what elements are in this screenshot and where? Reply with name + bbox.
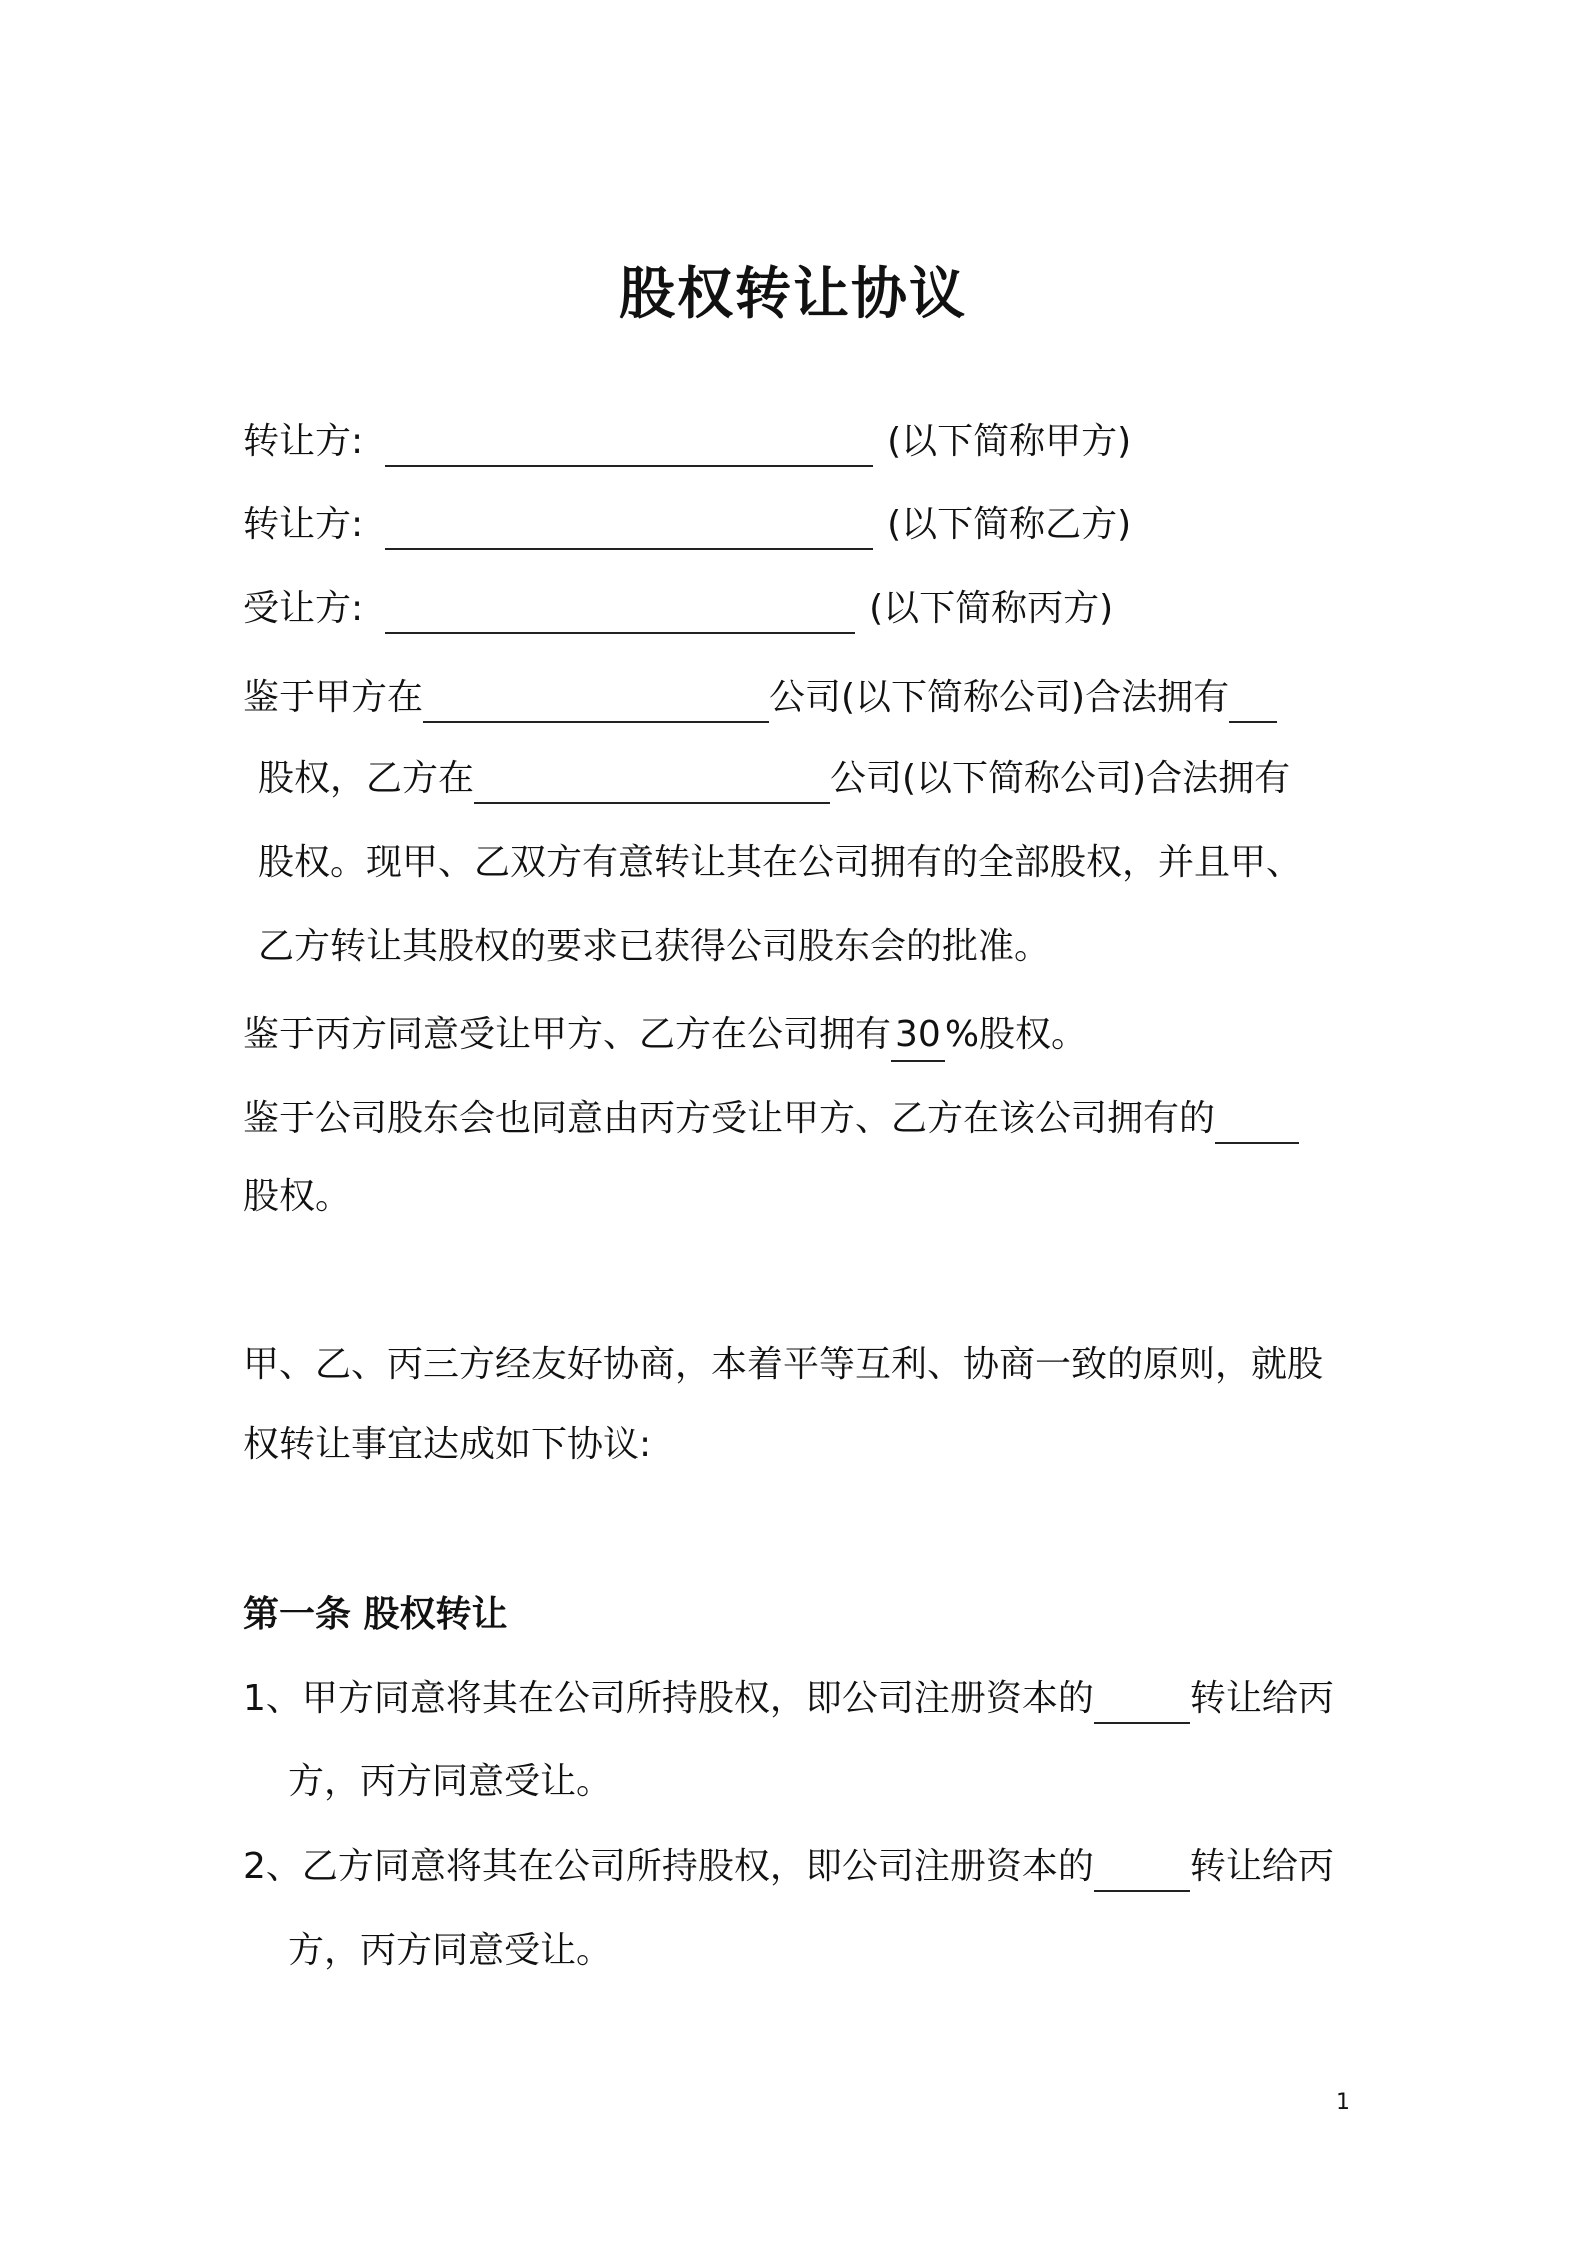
recital-text: 公司(以下简称公司)合法拥有 <box>830 758 1291 799</box>
recital-text: %股权。 <box>944 1014 1088 1055</box>
article-1-heading: 第一条 股权转让 <box>243 1594 508 1635</box>
party-name-blank[interactable] <box>385 588 855 634</box>
item-number: 1、 <box>243 1678 302 1719</box>
party-alias: (以下简称甲方) <box>887 421 1132 462</box>
preamble-line-1: 甲、乙、丙三方经友好协商，本着平等互利、协商一致的原则，就股 <box>243 1344 1324 1385</box>
party-label: 转让方: <box>243 504 364 545</box>
document-title: 股权转让协议 <box>619 262 967 327</box>
recital-3-line-2: 股权。 <box>243 1176 352 1217</box>
page-number: 1 <box>1336 2090 1350 2115</box>
recital-text: 股权，乙方在 <box>258 758 475 799</box>
recital-1-line-4: 乙方转让其股权的要求已获得公司股东会的批准。 <box>258 926 1051 967</box>
item-text: 转让给丙 <box>1189 1846 1334 1887</box>
item-text: 乙方同意将其在公司所持股权，即公司注册资本的 <box>301 1846 1094 1887</box>
item-number: 2、 <box>243 1846 302 1887</box>
article-1-item-1 <box>243 1674 1334 1724</box>
recital-text: 鉴于丙方同意受让甲方、乙方在公司拥有 <box>243 1014 892 1055</box>
article-1-item-2 <box>243 1842 1334 1892</box>
percentage-value[interactable]: 30 <box>891 1010 945 1062</box>
capital-ratio-blank[interactable] <box>1094 1678 1190 1724</box>
capital-ratio-blank[interactable] <box>1094 1846 1190 1892</box>
party-row-transferor-b <box>243 500 1131 550</box>
recital-2 <box>243 1010 1087 1062</box>
item-text: 甲方同意将其在公司所持股权，即公司注册资本的 <box>301 1678 1094 1719</box>
share-blank[interactable] <box>1229 677 1277 723</box>
party-label: 转让方: <box>243 421 364 462</box>
party-name-blank[interactable] <box>385 504 873 550</box>
item-text: 转让给丙 <box>1189 1678 1334 1719</box>
preamble-line-2: 权转让事宜达成如下协议: <box>243 1424 652 1465</box>
share-blank[interactable] <box>1215 1098 1299 1144</box>
company-name-blank[interactable] <box>474 758 830 804</box>
recital-text: 公司(以下简称公司)合法拥有 <box>769 677 1230 718</box>
recital-1-line-2 <box>258 754 1290 804</box>
article-1-item-2-cont: 方，丙方同意受让。 <box>288 1930 613 1971</box>
party-row-transferee <box>243 584 1113 634</box>
recital-text: 鉴于公司股东会也同意由丙方受让甲方、乙方在该公司拥有的 <box>243 1098 1216 1139</box>
party-label: 受让方: <box>243 588 364 629</box>
recital-1-line-3: 股权。现甲、乙双方有意转让其在公司拥有的全部股权，并且甲、 <box>258 842 1303 883</box>
party-alias: (以下简称丙方) <box>869 588 1114 629</box>
party-row-transferor-a <box>243 417 1131 467</box>
recital-text: 鉴于甲方在 <box>243 677 424 718</box>
recital-3-line-1 <box>243 1094 1299 1144</box>
company-name-blank[interactable] <box>423 677 769 723</box>
party-name-blank[interactable] <box>385 421 873 467</box>
recital-1-line-1 <box>243 673 1277 723</box>
party-alias: (以下简称乙方) <box>887 504 1132 545</box>
article-1-item-1-cont: 方，丙方同意受让。 <box>288 1761 613 1802</box>
